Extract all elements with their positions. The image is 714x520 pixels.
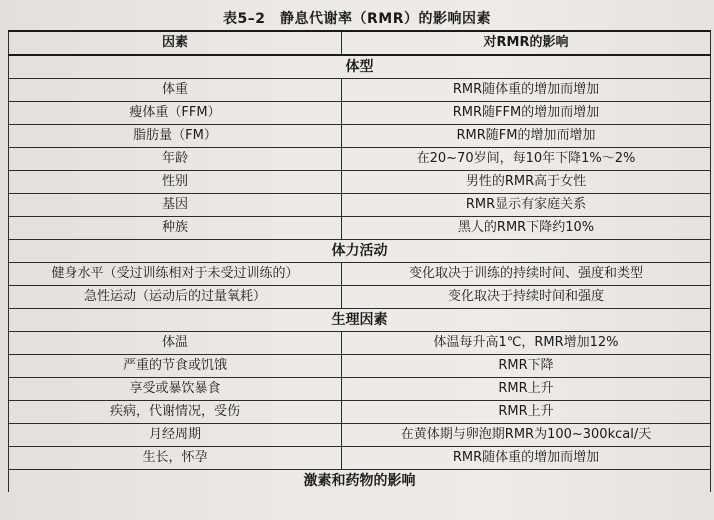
- effect-cell: 男性的RMR高于女性: [342, 171, 711, 194]
- section-row: [9, 240, 711, 263]
- table-header-row: [9, 31, 711, 55]
- table-row: [9, 286, 711, 309]
- table-row: [9, 355, 711, 378]
- section-title: 生理因素: [9, 309, 711, 332]
- table-row: [9, 102, 711, 125]
- factor-cell: 生长，怀孕: [9, 447, 342, 470]
- effect-cell: RMR上升: [342, 401, 711, 424]
- effect-cell: RMR随体重的增加而增加: [342, 447, 711, 470]
- table-caption: 表5–2 静息代谢率（RMR）的影响因素: [223, 11, 491, 27]
- effect-cell: 体温每升高1℃，RMR增加12%: [342, 332, 711, 355]
- header-effect: 对RMR的影响: [342, 31, 711, 55]
- table-row: [9, 401, 711, 424]
- factor-cell: 体温: [9, 332, 342, 355]
- effect-cell: 在黄体期与卵泡期RMR为100~300kcal/天: [342, 424, 711, 447]
- table-row: [9, 194, 711, 217]
- section-title: 体型: [9, 55, 711, 79]
- factor-cell: 月经周期: [9, 424, 342, 447]
- table-row: [9, 424, 711, 447]
- section-row: [9, 55, 711, 79]
- factor-cell: 享受或暴饮暴食: [9, 378, 342, 401]
- effect-cell: RMR显示有家庭关系: [342, 194, 711, 217]
- factor-cell: 健身水平（受过训练相对于未受过训练的）: [9, 263, 342, 286]
- effect-cell: 在20~70岁间，每10年下降1%～2%: [342, 148, 711, 171]
- effect-cell: 变化取决于训练的持续时间、强度和类型: [342, 263, 711, 286]
- table-row: [9, 148, 711, 171]
- factor-cell: 种族: [9, 217, 342, 240]
- factor-cell: 疾病，代谢情况，受伤: [9, 401, 342, 424]
- factor-cell: 瘦体重（FFM）: [9, 102, 342, 125]
- factor-cell: 脂肪量（FM）: [9, 125, 342, 148]
- factor-cell: 急性运动（运动后的过量氧耗）: [9, 286, 342, 309]
- rmr-factors-table: [8, 30, 711, 492]
- factor-cell: 性别: [9, 171, 342, 194]
- effect-cell: RMR随FFM的增加而增加: [342, 102, 711, 125]
- section-title: 体力活动: [9, 240, 711, 263]
- effect-cell: RMR随FM的增加而增加: [342, 125, 711, 148]
- header-factor: 因素: [9, 31, 342, 55]
- effect-cell: 黑人的RMR下降约10%: [342, 217, 711, 240]
- factor-cell: 体重: [9, 79, 342, 102]
- effect-cell: RMR下降: [342, 355, 711, 378]
- table-row: [9, 125, 711, 148]
- table-row: [9, 332, 711, 355]
- section-title: 激素和药物的影响: [9, 470, 711, 493]
- effect-cell: 变化取决于持续时间和强度: [342, 286, 711, 309]
- effect-cell: RMR上升: [342, 378, 711, 401]
- table-row: [9, 447, 711, 470]
- section-row: [9, 309, 711, 332]
- table-row: [9, 217, 711, 240]
- table-row: [9, 263, 711, 286]
- factor-cell: 基因: [9, 194, 342, 217]
- effect-cell: RMR随体重的增加而增加: [342, 79, 711, 102]
- table-row: [9, 79, 711, 102]
- table-row: [9, 171, 711, 194]
- factor-cell: 严重的节食或饥饿: [9, 355, 342, 378]
- factor-cell: 年龄: [9, 148, 342, 171]
- table-row: [9, 378, 711, 401]
- section-row: [9, 470, 711, 493]
